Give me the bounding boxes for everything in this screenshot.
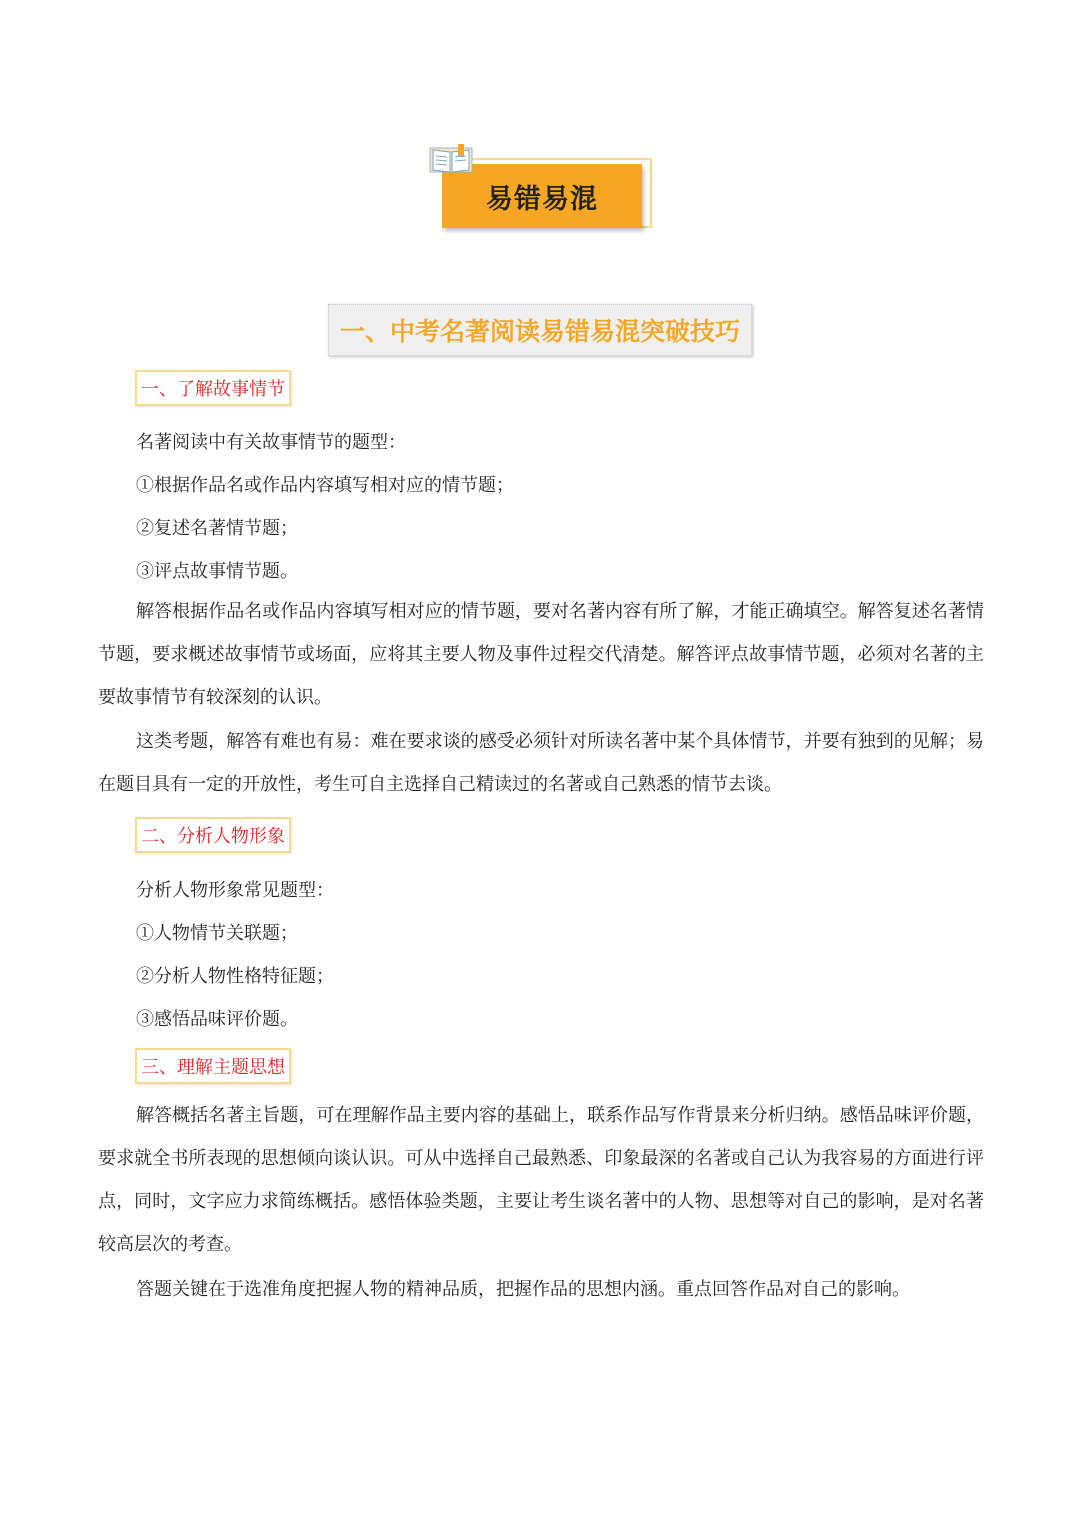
- paragraph: 这类考题，解答有难也有易：难在要求谈的感受必须针对所读名著中某个具体情节，并要有独到的见解；易在题目具有一定的开放性，考生可自主选择自己精读过的名著或自己熟悉的情节去谈。: [98, 731, 984, 795]
- book-icon: [428, 142, 474, 178]
- section-header: [328, 304, 752, 356]
- banner-title: 易错易混: [486, 183, 598, 215]
- section-title: 一、中考名著阅读易错易混突破技巧: [339, 317, 740, 346]
- part2-intro: 分析人物形象常见题型：: [136, 880, 334, 901]
- list-item: ③感悟品味评价题。: [136, 1009, 298, 1030]
- paragraph: 解答根据作品名或作品内容填写相对应的情节题，要对名著内容有所了解，才能正确填空。解答复述名著情节题，要求概述故事情节或场面，应将其主要人物及事件过程交代清楚。解答评点故事情节题，必须对名著的主要故事情节有较深刻的认识。: [98, 601, 984, 708]
- paragraph: 答题关键在于选准角度把握人物的精神品质，把握作品的思想内涵。重点回答作品对自己的影响。: [136, 1279, 910, 1300]
- paragraph: 解答概括名著主旨题，可在理解作品主要内容的基础上，联系作品写作背景来分析归纳。感悟品味评价题，要求就全书所表现的思想倾向谈认识。可从中选择自己最熟悉、印象最深的名著或自己认为我容易的方面进行评点，同时，文字应力求简练概括。感悟体验类题，主要让考生谈名著中的人物、思想等对自己的影响，是对名著较高层次的考查。: [98, 1105, 984, 1255]
- part1-intro: 名著阅读中有关故事情节的题型：: [136, 432, 406, 453]
- list-item: ①根据作品名或作品内容填写相对应的情节题；: [136, 475, 514, 496]
- list-item: ②复述名著情节题；: [136, 518, 298, 539]
- subheading-plot: 一、了解故事情节: [135, 370, 291, 406]
- list-item: ②分析人物性格特征题；: [136, 966, 334, 987]
- list-item: ①人物情节关联题；: [136, 923, 298, 944]
- banner: [428, 142, 654, 234]
- subheading-character: 二、分析人物形象: [135, 817, 291, 853]
- subheading-theme: 三、理解主题思想: [135, 1048, 291, 1084]
- list-item: ③评点故事情节题。: [136, 561, 298, 582]
